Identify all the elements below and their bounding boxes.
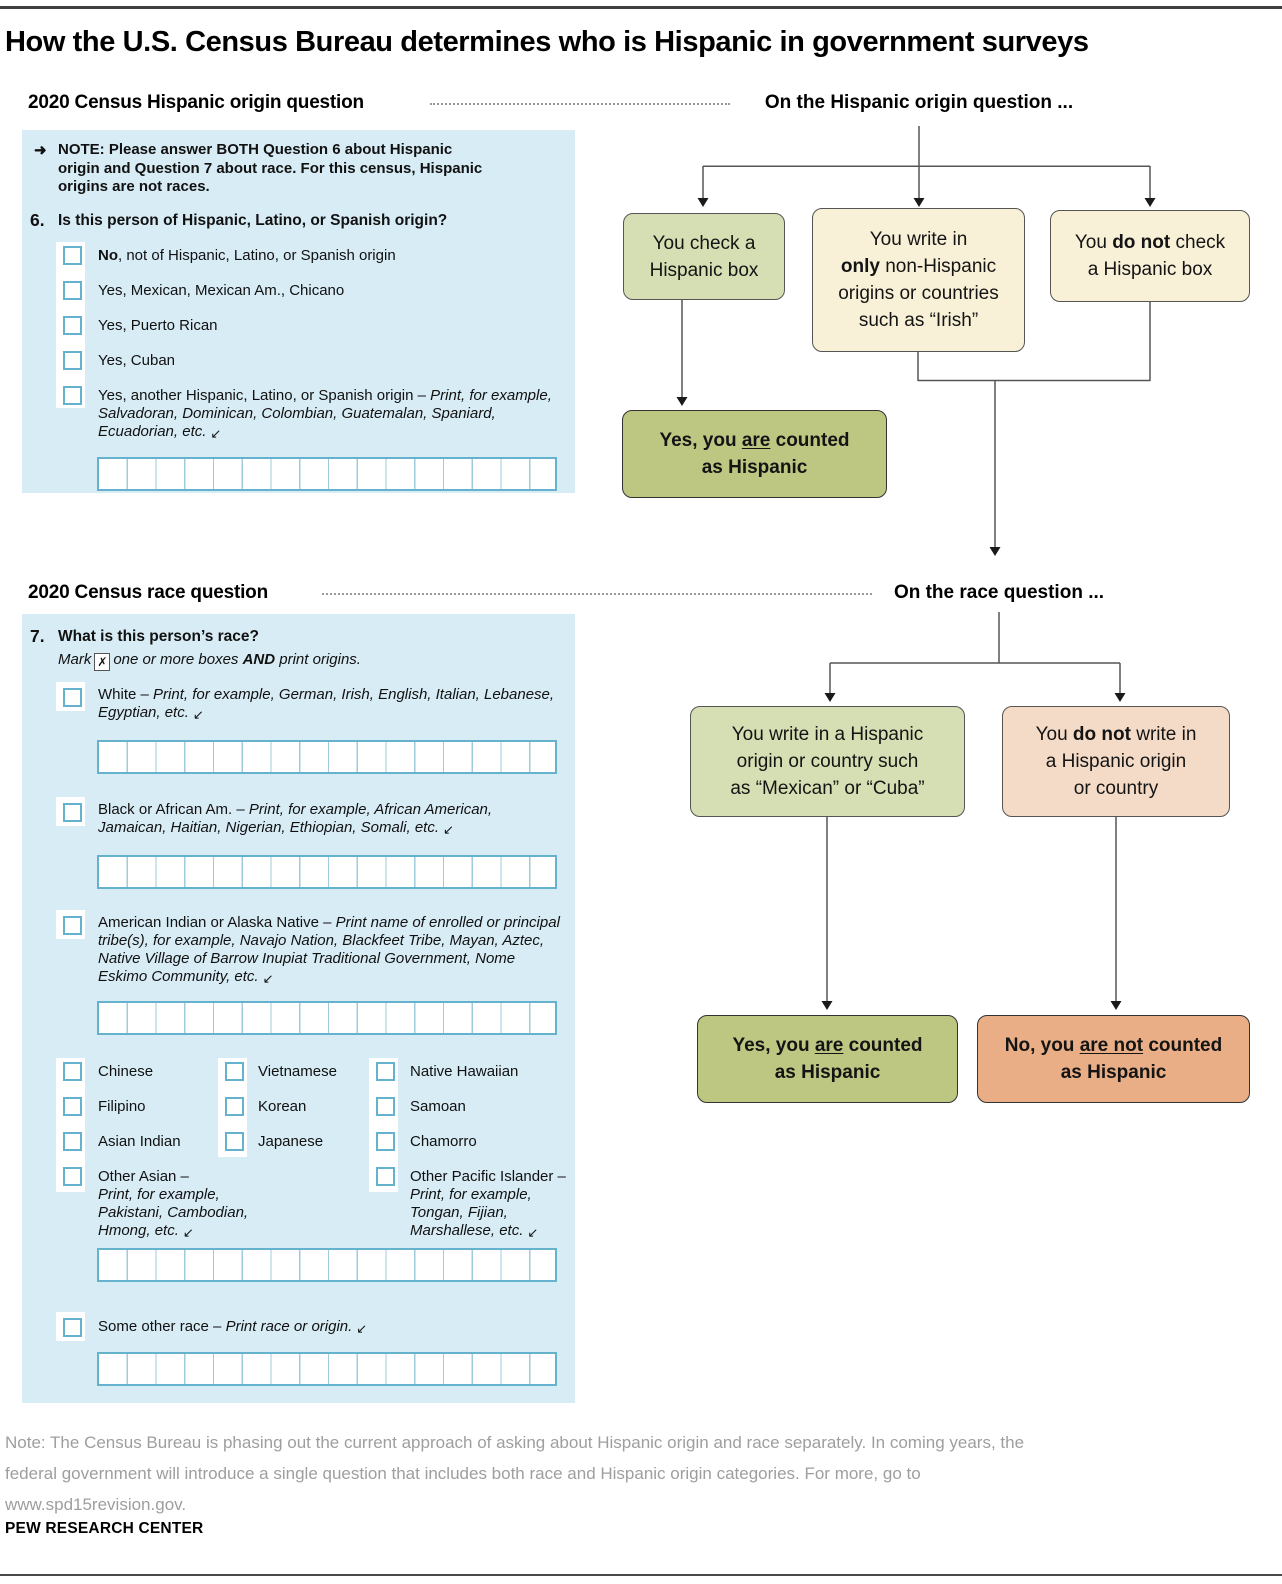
question-text: What is this person’s race?: [58, 628, 259, 645]
note-arrow-icon: ➜: [34, 142, 47, 159]
flow-box-write-hispanic-origin: You write in a Hispanic origin or country such as “Mexican” or “Cuba”: [690, 706, 965, 817]
outcome-box-counted-hispanic-1: Yes, you are counted as Hispanic: [622, 410, 887, 498]
page-title: How the U.S. Census Bureau determines who is Hispanic in government surveys: [5, 26, 1089, 58]
arrowhead-icon: [914, 198, 925, 207]
arrowhead-icon: [677, 397, 688, 406]
footnote-line: Note: The Census Bureau is phasing out the current approach of asking about Hispanic origin and race separately. In coming years, the: [5, 1433, 1025, 1452]
flow-box-writein-only-nonhispanic: You write in only non-Hispanic origins or countries such as “Irish”: [812, 208, 1025, 352]
flow-box-check-hispanic: You check a Hispanic box: [623, 213, 785, 300]
option-label: Native Hawaiian: [410, 1063, 519, 1080]
option-label: Filipino: [98, 1098, 146, 1115]
option-label: Asian Indian: [98, 1133, 181, 1150]
mark-x-box-icon: ✗: [94, 653, 110, 671]
arrowhead-icon: [1115, 693, 1126, 702]
option-label: No, not of Hispanic, Latino, or Spanish origin: [98, 247, 396, 264]
race-flow-heading: On the race question ...: [893, 582, 1105, 603]
option-label: Japanese: [258, 1133, 324, 1150]
arrowhead-icon: [825, 693, 836, 702]
hispanic-flow-heading: On the Hispanic origin question ...: [764, 92, 1074, 113]
question-number: 6.: [30, 210, 45, 230]
write-in-pointer-icon: ↙: [192, 707, 204, 722]
arrowhead-icon: [822, 1001, 833, 1010]
arrowhead-icon: [990, 547, 1001, 556]
form-note-line: NOTE: Please answer BOTH Question 6 about Hispanic: [58, 141, 453, 158]
option-label: Chinese: [98, 1063, 154, 1080]
option-label: Black or African Am. – Print, for example, African American, Jamaican, Haitian, Nigerian, Ethiopian, Somali, etc. ↙: [98, 801, 493, 837]
option-label: Yes, Mexican, Mexican Am., Chicano: [98, 282, 345, 299]
option-label: American Indian or Alaska Native – Print name of enrolled or principal tribe(s), for example, Navajo Nation, Blackfeet Tribe, Mayan, Aztec, Native Village of Barrow Inupiat Traditional Government, Nome Eskimo Community, etc. ↙: [98, 914, 560, 986]
option-label: Chamorro: [410, 1133, 477, 1150]
option-label: Yes, Puerto Rican: [98, 317, 218, 334]
footnote: [5, 1427, 1245, 1520]
outcome-box-counted-hispanic-2: Yes, you are counted as Hispanic: [697, 1015, 958, 1103]
option-label: Samoan: [410, 1098, 466, 1115]
option-label: Yes, Cuban: [98, 352, 176, 369]
question-text: Is this person of Hispanic, Latino, or Spanish origin?: [58, 212, 448, 229]
arrowhead-icon: [698, 198, 709, 207]
write-in-pointer-icon: ↙: [443, 822, 454, 837]
write-in-pointer-icon: ↙: [182, 1225, 194, 1240]
arrowhead-icon: [1145, 198, 1156, 207]
option-label: Vietnamese: [258, 1063, 337, 1080]
form-note-line: origins are not races.: [58, 178, 210, 195]
source-label: PEW RESEARCH CENTER: [5, 1520, 204, 1537]
option-label: Yes, another Hispanic, Latino, or Spanish origin – Print, for example, Salvadoran, Dominican, Colombian, Guatemalan, Spaniard, Ecuadorian, etc. ↙: [98, 387, 552, 441]
arrowhead-icon: [1111, 1001, 1122, 1010]
option-label: White – Print, for example, German, Irish, English, Italian, Lebanese, Egyptian, etc. ↙: [98, 686, 555, 722]
flow-box-no-write-hispanic-origin: You do not write in a Hispanic origin or country: [1002, 706, 1230, 817]
mark-instruction: Mark ✗ one or more boxes AND print origins.: [58, 651, 361, 669]
hispanic-question-section-label: 2020 Census Hispanic origin question: [28, 92, 364, 113]
outcome-box-not-counted-hispanic: No, you are not counted as Hispanic: [977, 1015, 1250, 1103]
flow-box-no-check: You do not check a Hispanic box: [1050, 210, 1250, 302]
footnote-line: federal government will introduce a single question that includes both race and Hispanic origin categories. For more, go to: [5, 1464, 921, 1483]
question-number: 7.: [30, 626, 45, 646]
option-label: Other Pacific Islander – Print, for example, Tongan, Fijian, Marshallese, etc. ↙: [410, 1168, 566, 1240]
option-label: Some other race – Print race or origin. ↙: [98, 1318, 368, 1336]
write-in-pointer-icon: ↙: [356, 1321, 368, 1336]
write-in-pointer-icon: ↙: [527, 1225, 539, 1240]
form-note-line: origin and Question 7 about race. For this census, Hispanic: [58, 159, 483, 177]
race-question-section-label: 2020 Census race question: [28, 582, 268, 603]
write-in-pointer-icon: ↙: [262, 971, 274, 986]
write-in-pointer-icon: ↙: [210, 426, 222, 441]
option-label: Korean: [258, 1098, 307, 1115]
option-label: Other Asian – Print, for example, Pakistani, Cambodian, Hmong, etc. ↙: [98, 1168, 249, 1240]
footnote-line: www.spd15revision.gov.: [5, 1495, 187, 1514]
